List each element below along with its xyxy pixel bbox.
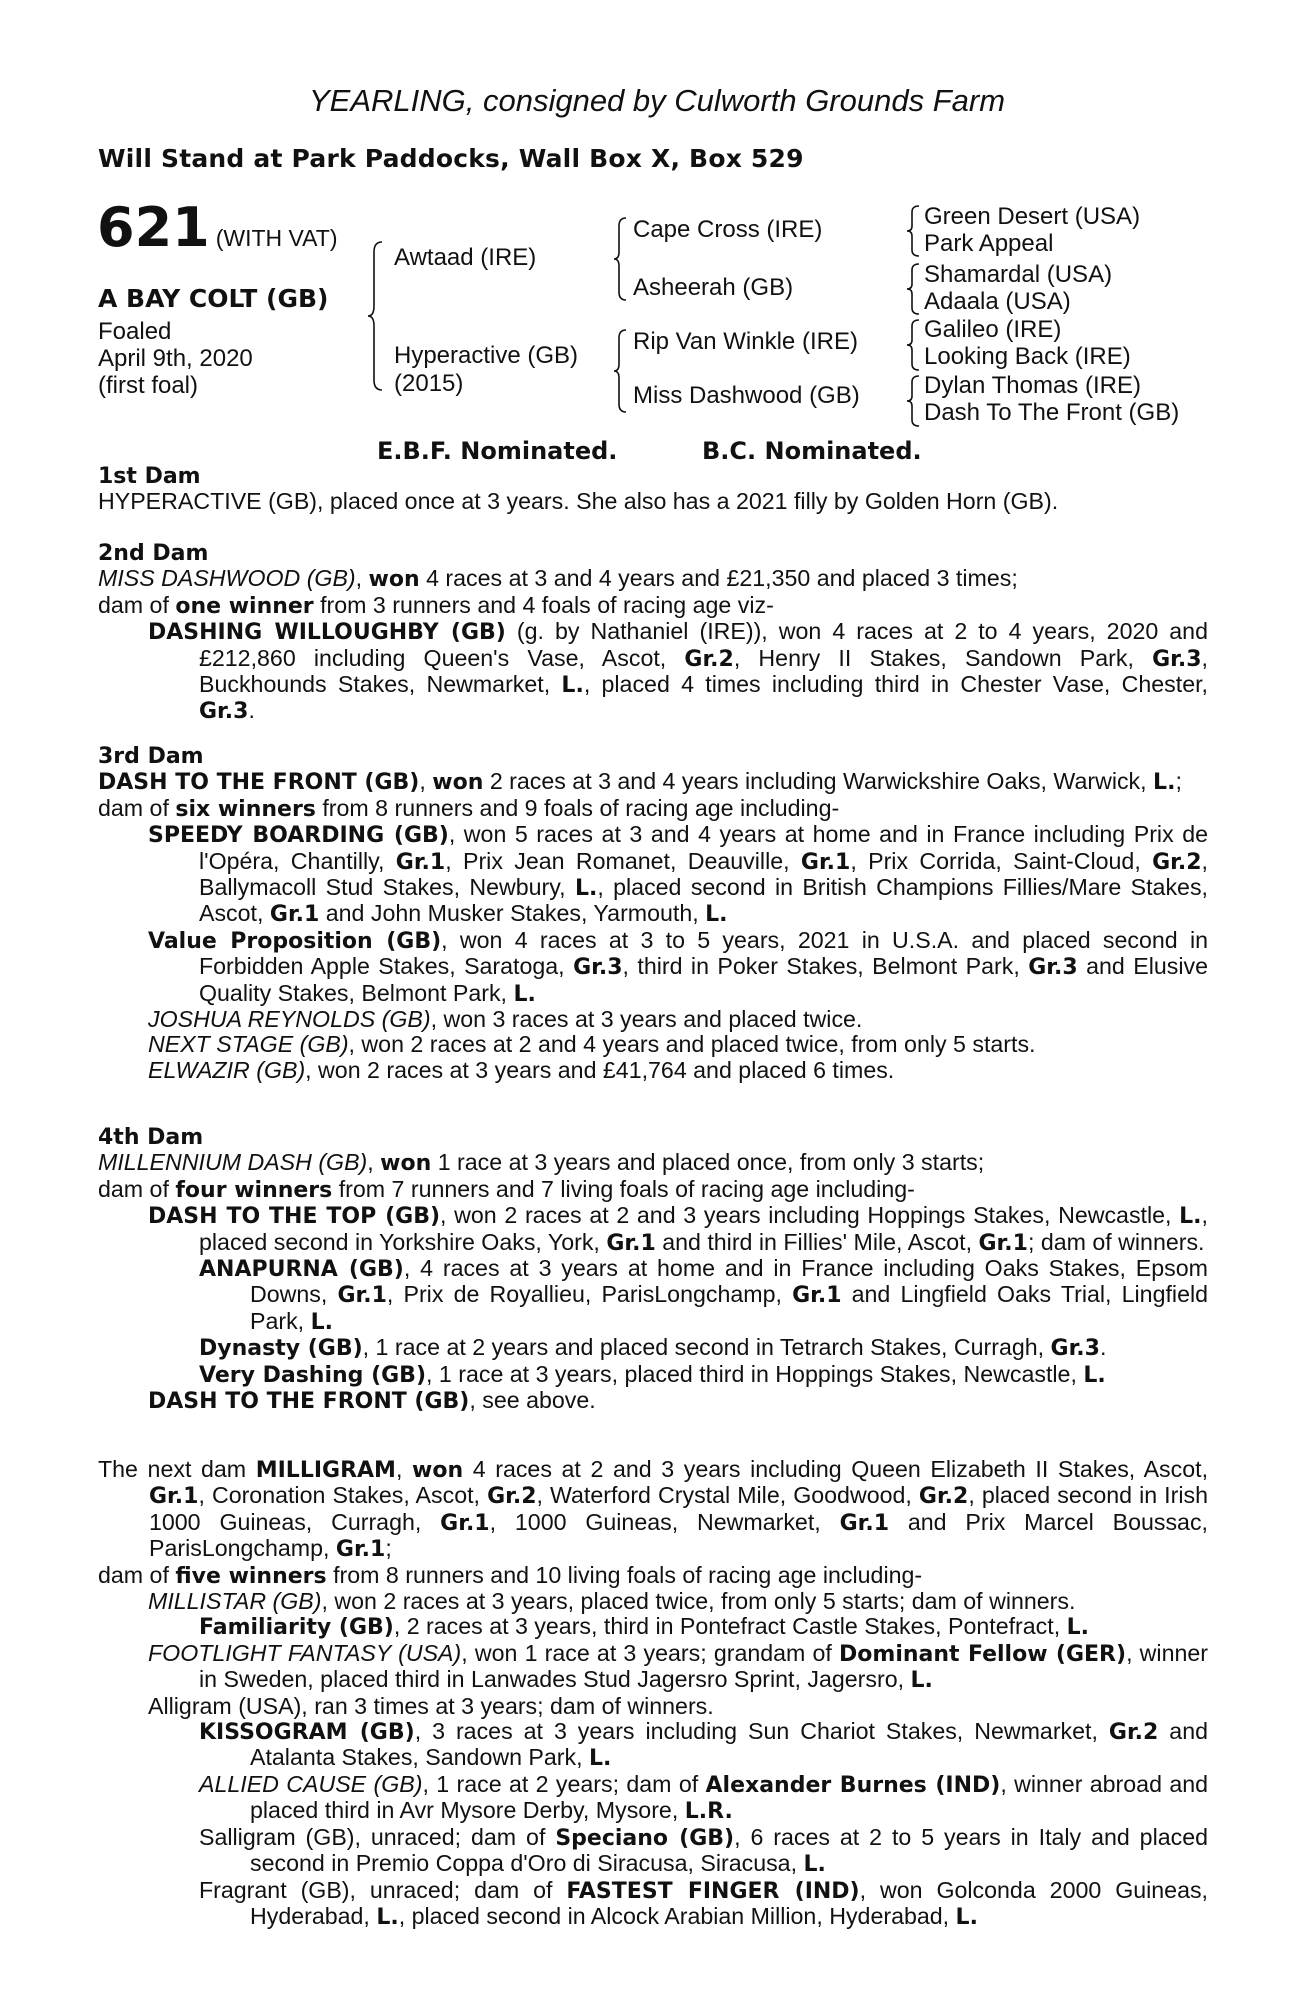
record-text: 4 races at 2 and 3 years including Queen Elizabeth II Stakes, Ascot, — [463, 1456, 1209, 1482]
entry-text: , 1 race at 2 years and placed second in Tetrarch Stakes, Curragh, — [362, 1334, 1051, 1361]
gen3-brace-3 — [905, 318, 921, 372]
grade: L. — [955, 1904, 978, 1930]
entry-text: , 4 races at 3 years at home and in France including Oaks Stakes, Epsom Downs, — [250, 1255, 1208, 1308]
dam-name: DASH TO THE FRONT (GB) — [98, 770, 420, 796]
grade: Gr.2 — [1152, 849, 1202, 875]
record-text: , 1000 Guineas, Newmarket, — [489, 1508, 840, 1535]
grade: L.R. — [684, 1799, 733, 1825]
gen3-brace-1 — [905, 204, 921, 258]
entry-text: , 1 race at 2 years; dam of — [422, 1770, 706, 1797]
fourth-dam-heading: 4th Dam — [98, 1125, 204, 1150]
record-text: ; — [385, 1535, 392, 1562]
grade: Gr.3 — [1028, 955, 1078, 981]
gen3-6: Looking Back (IRE) — [924, 343, 1131, 370]
entry-text: , winner in Sweden, placed third in Lanwades Stud Jagersro Sprint, Jagersro, — [199, 1639, 1208, 1693]
lot-description: A BAY COLT (GB) — [98, 284, 329, 313]
fourth-dam-section — [98, 1125, 1208, 1414]
winner-count: four winners — [175, 1177, 333, 1203]
grade: L. — [1083, 1362, 1106, 1388]
gen3-2: Park Appeal — [924, 230, 1054, 257]
gen3-3: Shamardal (USA) — [924, 261, 1113, 288]
foaled-info — [98, 318, 253, 399]
winner-count: six winners — [175, 796, 316, 822]
winner-count: five winners — [175, 1563, 327, 1589]
grade: Gr.2 — [1108, 1720, 1159, 1746]
grade: L. — [803, 1852, 826, 1878]
entry-text: , 3 races at 3 years including Sun Chariot Stakes, Newmarket, — [414, 1718, 1109, 1745]
dam-of-pre: dam of — [98, 591, 176, 618]
dam-of-line — [98, 1177, 1208, 1203]
entry-text: , 6 races at 2 to 5 years in Italy and placed second in Premio Coppa d'Oro di Siracusa, Siracusa, — [250, 1823, 1208, 1877]
produce-entry — [98, 1878, 1208, 1931]
won-label: won — [432, 770, 484, 796]
produce-entry — [98, 1203, 1208, 1256]
entry-text: , won Golconda 2000 Guineas, Hyderabad, — [250, 1876, 1208, 1929]
stand-location: Will Stand at Park Paddocks, Wall Box X, Box 529 — [98, 144, 804, 173]
entry-text: Salligram (GB), unraced; dam of — [199, 1823, 556, 1850]
won-label: won — [368, 567, 420, 593]
third-dam-record: DASH TO THE FRONT (GB), won 2 races at 3 and 4 years including Warwickshire Oaks, Warwick, L.; — [98, 768, 1182, 796]
produce-entry — [98, 1007, 1208, 1032]
entry-text: and John Musker Stakes, Yarmouth, — [319, 900, 706, 927]
dam-brace — [612, 328, 628, 414]
record-text: 4 races at 3 and 4 years and £21,350 and placed 3 times; — [419, 565, 1018, 592]
produce-entry — [98, 822, 1208, 928]
produce-entry — [98, 1641, 1208, 1694]
grade: Gr.1 — [149, 1484, 199, 1510]
grade: Gr.1 — [800, 849, 851, 875]
won-label: won — [380, 1151, 432, 1177]
foal-note: (first foal) — [98, 372, 199, 399]
dam-of-post: from 8 runners and 10 living foals of racing age including- — [326, 1561, 923, 1588]
entry-text: , see above. — [469, 1387, 596, 1414]
gen3-4: Adaala (USA) — [924, 288, 1071, 315]
entry-text: , Buckhounds Stakes, Newmarket, — [199, 644, 1208, 698]
produce-entry: Alligram (USA), ran 3 times at 3 years; dam of winners. — [148, 1692, 714, 1719]
dam-of-line — [98, 1563, 1208, 1589]
horse-name: Very Dashing (GB) — [199, 1362, 427, 1388]
grade: L. — [1179, 1204, 1202, 1230]
entry-text: ; dam of winners. — [1027, 1228, 1205, 1255]
entry-text: , won 2 races at 2 and 4 years and placed twice, from only 5 starts. — [348, 1031, 1036, 1058]
third-dam-section — [98, 744, 1208, 1083]
page-title: YEARLING, consigned by Culworth Grounds Farm — [308, 83, 1006, 118]
dam-of-pre: dam of — [98, 794, 176, 821]
gen3-7: Dylan Thomas (IRE) — [924, 372, 1141, 399]
entry-text: , placed second in Yorkshire Oaks, York, — [199, 1202, 1208, 1255]
produce-entry — [98, 1388, 1208, 1414]
horse-name: Dynasty (GB) — [199, 1336, 363, 1362]
won-label: won — [412, 1458, 464, 1483]
dam-name: MILLENNIUM DASH (GB) — [98, 1149, 368, 1176]
entry-text: , third in Poker Stakes, Belmont Park, — [622, 953, 1029, 980]
grade: Gr.1 — [440, 1510, 490, 1536]
produce-entry — [98, 619, 1208, 725]
horse-name: KISSOGRAM (GB) — [199, 1720, 415, 1746]
dam-of-line — [98, 593, 1208, 619]
entry-text: , won 2 races at 2 and 3 years including Hoppings Stakes, Newcastle, — [440, 1202, 1180, 1229]
fourth-dam-record: MILLENNIUM DASH (GB), won 1 race at 3 years and placed once, from only 3 starts; — [98, 1149, 985, 1177]
grade: Gr.1 — [395, 849, 446, 875]
grade: Gr.3 — [573, 955, 623, 981]
produce-entry — [98, 1772, 1208, 1825]
grade: Gr.1 — [335, 1537, 386, 1563]
produce-entry — [98, 1719, 1208, 1772]
dam-of-pre: dam of — [98, 1175, 176, 1202]
intro-text: The next dam — [98, 1456, 256, 1482]
main-brace — [366, 240, 384, 392]
entry-text: , Ballymacoll Stud Stakes, Newbury, — [199, 847, 1208, 901]
horse-name: Value Proposition (GB) — [148, 928, 442, 954]
dam-of-post: from 7 runners and 7 living foals of racing age including- — [332, 1175, 915, 1202]
entry-text: , Henry II Stakes, Sandown Park, — [733, 644, 1153, 671]
entry-text: , won 2 races at 3 years and £41,764 and placed 6 times. — [305, 1056, 895, 1083]
dam-name: MILLIGRAM — [255, 1458, 396, 1483]
grade: Gr.3 — [1050, 1336, 1100, 1362]
gen3-5: Galileo (IRE) — [924, 316, 1062, 343]
dam-of-post: from 3 runners and 4 foals of racing age viz- — [313, 591, 774, 618]
horse-name: FOOTLIGHT FANTASY (USA) — [148, 1639, 462, 1666]
horse-name: SPEEDY BOARDING (GB) — [148, 823, 449, 849]
grade: Gr.2 — [918, 1484, 969, 1510]
record-text: , placed second in Irish 1000 Guineas, Curragh, — [149, 1482, 1208, 1535]
entry-text: , won 2 races at 3 years, placed twice, from only 5 starts; dam of winners. — [321, 1588, 1076, 1615]
produce-entry — [98, 928, 1208, 1007]
second-dam-heading: 2nd Dam — [98, 541, 209, 566]
produce-entry — [98, 1256, 1208, 1335]
entry-text: , placed second in British Champions Fillies/Mare Stakes, Ascot, — [199, 874, 1208, 927]
produce-entry — [98, 1614, 1208, 1640]
grade: L. — [561, 673, 584, 699]
produce-entry — [98, 1589, 1208, 1614]
foaled-date: April 9th, 2020 — [98, 345, 253, 372]
sire: Awtaad (IRE) — [394, 244, 537, 271]
horse-name: Alexander Burnes (IND) — [705, 1772, 1001, 1798]
horse-name: DASHING WILLOUGHBY (GB) — [148, 620, 506, 646]
horse-name: FASTEST FINGER (IND) — [566, 1878, 860, 1904]
gen3-8: Dash To The Front (GB) — [924, 399, 1180, 426]
record-text: , Coronation Stakes, Ascot, — [198, 1482, 488, 1509]
dam-year: (2015) — [394, 370, 464, 397]
grade: Gr.1 — [978, 1230, 1028, 1256]
lot-number: 621 — [97, 196, 210, 259]
third-dam-heading: 3rd Dam — [98, 744, 204, 769]
dam-of-post: from 8 runners and 9 foals of racing age including- — [315, 794, 840, 821]
produce-entry — [98, 1058, 1208, 1083]
entry-text: , winner abroad and placed third in Avr Mysore Derby, Mysore, — [250, 1770, 1209, 1824]
second-dam-section — [98, 541, 1208, 725]
produce-entry — [98, 1335, 1208, 1361]
horse-name: ANAPURNA (GB) — [199, 1257, 404, 1283]
entry-text: , won 3 races at 3 years and placed twice. — [430, 1006, 863, 1033]
next-dam-record: The next dam MILLIGRAM, won 4 races at 2 and 3 years including Queen Elizabeth II Stakes, Ascot, Gr.1, Coronation Stakes, Ascot, Gr.2, Waterford Crystal Mile, Goodwood, Gr.2, placed second in Irish 1000 Guineas, Curragh, Gr.1, 1000 Guineas, Newmarket, Gr.1 and Prix Marcel Boussac, ParisLongchamp, Gr.1; — [98, 1456, 1209, 1563]
first-dam-text: HYPERACTIVE (GB), placed once at 3 years. She also has a 2021 filly by Golden Horn (GB). — [98, 488, 1059, 515]
entry-text: , Prix Corrida, Saint-Cloud, — [850, 847, 1153, 874]
dam-sire: Rip Van Winkle (IRE) — [633, 328, 858, 355]
entry-text: and Atalanta Stakes, Sandown Park, — [250, 1718, 1208, 1771]
ebf-nominated: E.B.F. Nominated. — [377, 437, 618, 465]
dam: Hyperactive (GB) — [394, 342, 579, 369]
grade: L. — [376, 1904, 399, 1930]
grade: L. — [910, 1668, 933, 1694]
entry-text: , 2 races at 3 years, third in Pontefract Castle Stakes, Pontefract, — [393, 1613, 1067, 1640]
horse-name: ALLIED CAUSE (GB) — [199, 1770, 423, 1797]
produce-entry — [98, 1032, 1208, 1057]
grade: Gr.2 — [684, 646, 734, 672]
entry-text: (g. by Nathaniel (IRE)), won 4 races at 2 to 4 years, 2020 and £212,860 including Queen's Vase, Ascot, — [199, 618, 1208, 671]
first-dam-section — [98, 464, 1208, 515]
sire-sire: Cape Cross (IRE) — [633, 216, 823, 243]
sire-brace — [612, 216, 628, 302]
next-dam-section — [98, 1457, 1208, 1930]
entry-text: and third in Fillies' Mile, Ascot, — [655, 1228, 979, 1255]
lot-number-line — [97, 198, 338, 272]
vat-note: (WITH VAT) — [215, 225, 338, 251]
record-text: and Prix Marcel Boussac, ParisLongchamp, — [149, 1508, 1208, 1562]
dam-name: MISS DASHWOOD (GB) — [98, 565, 356, 592]
entry-text: , won 1 race at 3 years; grandam of — [461, 1639, 840, 1666]
sire-dam: Asheerah (GB) — [633, 274, 794, 301]
winner-count: one winner — [175, 593, 314, 619]
horse-name: MILLISTAR (GB) — [148, 1588, 322, 1615]
dam-of-pre: dam of — [98, 1561, 176, 1588]
horse-name: JOSHUA REYNOLDS (GB) — [148, 1006, 431, 1033]
grade: L. — [1066, 1615, 1089, 1641]
grade: L. — [1153, 770, 1176, 796]
grade: Gr.1 — [269, 902, 320, 928]
bc-nominated: B.C. Nominated. — [702, 437, 922, 465]
gen3-brace-4 — [905, 374, 921, 428]
grade: L. — [310, 1309, 333, 1335]
horse-name: Familiarity (GB) — [199, 1615, 394, 1641]
grade: Gr.2 — [487, 1484, 537, 1510]
grade: Gr.1 — [839, 1510, 889, 1536]
grade: Gr.1 — [337, 1283, 387, 1309]
horse-name: DASH TO THE TOP (GB) — [148, 1204, 441, 1230]
foaled-label: Foaled — [98, 318, 172, 345]
grade: Gr.1 — [792, 1283, 842, 1309]
horse-name: ELWAZIR (GB) — [148, 1056, 306, 1083]
dam-dam: Miss Dashwood (GB) — [633, 382, 860, 409]
entry-text: , placed 4 times including third in Chester Vase, Chester, — [583, 671, 1208, 698]
grade: L. — [574, 876, 598, 902]
entry-text: , won 4 races at 3 to 5 years, 2021 in U.S.A. and placed second in Forbidden Apple Stakes, Saratoga, — [199, 926, 1209, 980]
entry-text: Fragrant (GB), unraced; dam of — [199, 1876, 567, 1903]
horse-name: NEXT STAGE (GB) — [148, 1031, 349, 1058]
second-dam-record: MISS DASHWOOD (GB), won 4 races at 3 and 4 years and £21,350 and placed 3 times; — [98, 565, 1018, 593]
entry-text: , won 5 races at 3 and 4 years at home and in France including Prix de l'Opéra, Chantilly, — [199, 821, 1208, 874]
first-dam-heading: 1st Dam — [98, 464, 201, 489]
horse-name: Speciano (GB) — [555, 1825, 735, 1851]
record-text: ; — [1175, 768, 1182, 795]
grade: Gr.1 — [606, 1230, 656, 1256]
record-text: , Waterford Crystal Mile, Goodwood, — [536, 1482, 919, 1509]
entry-text: and Lingfield Oaks Trial, Lingfield Park, — [250, 1281, 1209, 1334]
grade: L. — [513, 981, 536, 1007]
entry-text: and Elusive Quality Stakes, Belmont Park, — [199, 953, 1208, 1006]
record-text: 1 race at 3 years and placed once, from only 3 starts; — [431, 1149, 985, 1176]
gen3-brace-2 — [905, 262, 921, 316]
entry-text: , Prix Jean Romanet, Deauville, — [445, 847, 801, 874]
horse-name: Dominant Fellow (GER) — [839, 1641, 1127, 1667]
produce-entry — [98, 1362, 1208, 1388]
horse-name: DASH TO THE FRONT (GB) — [148, 1389, 470, 1415]
gen3-1: Green Desert (USA) — [924, 203, 1141, 230]
entry-text: , placed second in Alcock Arabian Million, Hyderabad, — [398, 1902, 956, 1929]
produce-entry — [98, 1825, 1208, 1878]
grade: Gr.3 — [199, 699, 249, 725]
entry-text: . — [248, 697, 255, 724]
record-text: 2 races at 3 and 4 years including Warwickshire Oaks, Warwick, — [483, 768, 1154, 795]
grade: Gr.3 — [1152, 646, 1202, 672]
entry-text: . — [1099, 1334, 1107, 1361]
entry-text: , Prix de Royallieu, ParisLongchamp, — [386, 1281, 793, 1308]
entry-text: , 1 race at 3 years, placed third in Hoppings Stakes, Newcastle, — [426, 1360, 1084, 1387]
dam-of-line — [98, 796, 1208, 822]
grade: L. — [705, 902, 728, 928]
grade: L. — [589, 1746, 612, 1772]
